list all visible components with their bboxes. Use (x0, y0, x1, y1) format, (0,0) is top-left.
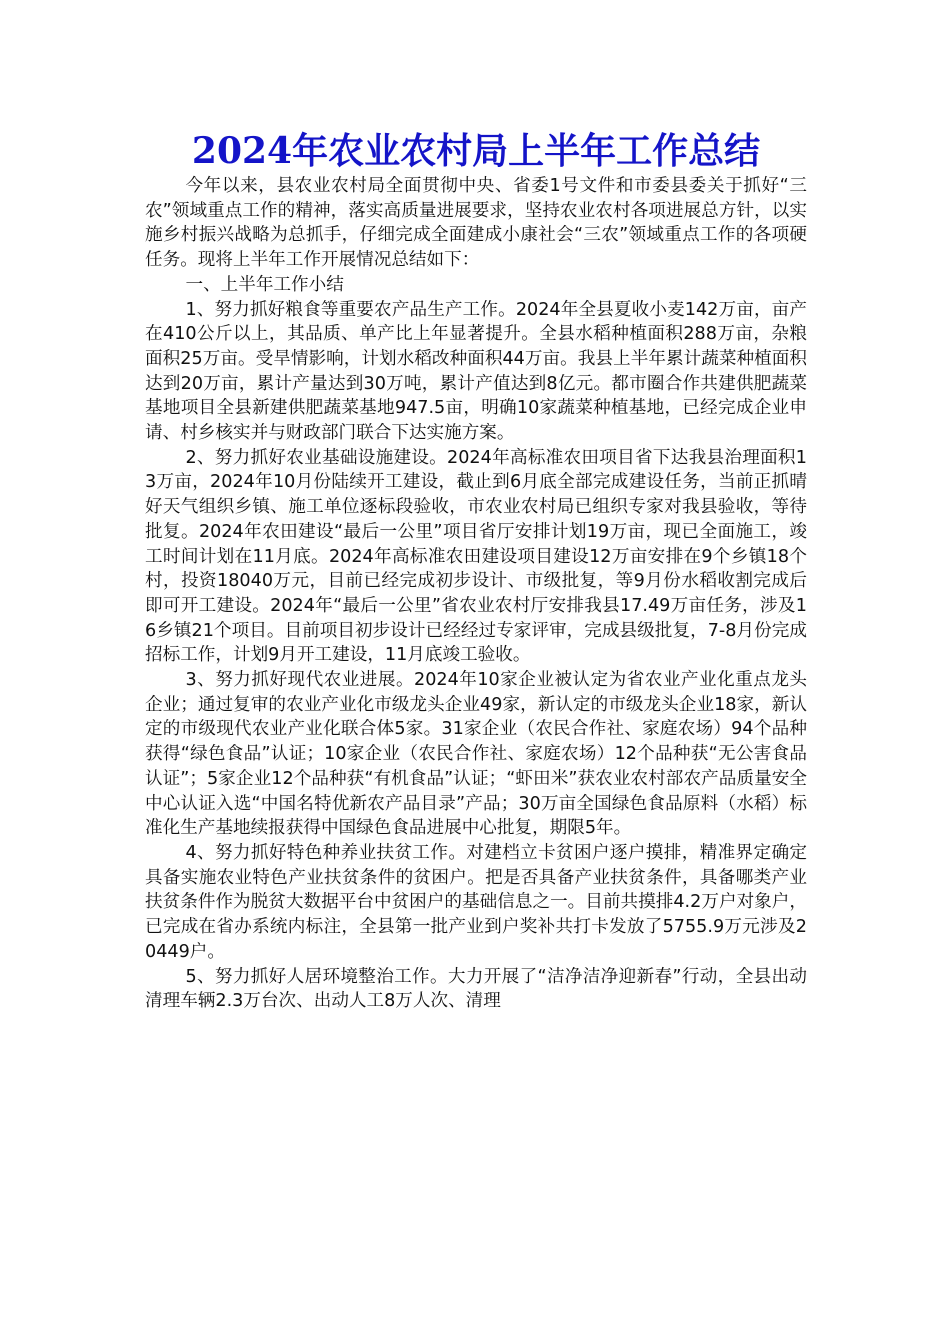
paragraph-infrastructure: 2、努力抓好农业基础设施建设。2024年高标准农田项目省下达我县治理面积13万亩，2024年10月份陆续开工建设，截止到6月底全部完成建设任务，当前正抓晴好天气组织乡镇、施工单位逐标段验收，市农业农村局已组织专家对我县验收，等待批复。2024年农田建设“最后一公里”项目省厅安排计划19万亩，现已全面施工，竣工时间计划在11月底。2024年高标准农田建设项目建设12万亩安排在9个乡镇18个村，投资18040万元，目前已经完成初步设计、市级批复，等9月份水稻收割完成后即可开工建设。2024年“最后一公里”省农业农村厅安排我县17.49万亩任务，涉及16乡镇21个项目。目前项目初步设计已经经过专家评审，完成县级批复，7-8月份完成招标工作，计划9月开工建设，11月底竣工验收。 (145, 447, 807, 666)
document-title: 2024年农业农村局上半年工作总结 (191, 130, 761, 172)
paragraph-modern-agriculture: 3、努力抓好现代农业进展。2024年10家企业被认定为省农业产业化重点龙头企业；通过复审的农业产业化市级龙头企业49家，新认定的市级龙头企业18家，新认定的市级现代农业产业化联合体5家。31家企业（农民合作社、家庭农场）94个品种获得“绿色食品”认证；10家企业（农民合作社、家庭农场）12个品种获“无公害食品认证”；5家企业12个品种获“有机食品”认证；“虾田米”获农业农村部农产品质量安全中心认证入选“中国名特优新农产品目录”产品；30万亩全国绿色食品原料（水稻）标准化生产基地续报获得中国绿色食品进展中心批复，期限5年。 (145, 670, 807, 839)
paragraph-living-environment: 5、努力抓好人居环境整治工作。大力开展了“洁净洁净迎新春”行动，全县出动清理车辆2.3万台次、出动人工8万人次、清理 (145, 966, 807, 1012)
document-body (145, 128, 807, 1014)
paragraph-poverty-alleviation: 4、努力抓好特色种养业扶贫工作。对建档立卡贫困户逐户摸排，精准界定确定具备实施农业特色产业扶贫条件的贫困户。把是否具备产业扶贫条件，具备哪类产业扶贫条件作为脱贫大数据平台中贫困户的基础信息之一。目前共摸排4.2万户对象户，已完成在省办系统内标注，全县第一批产业到户奖补共打卡发放了5755.9万元涉及20449户。 (145, 842, 807, 962)
paragraph-grain-production: 1、努力抓好粮食等重要农产品生产工作。2024年全县夏收小麦142万亩，亩产在410公斤以上，其品质、单产比上年显著提升。全县水稻种植面积288万亩，杂粮面积25万亩。受旱情影响，计划水稻改种面积44万亩。我县上半年累计蔬菜种植面积达到20万亩，累计产量达到30万吨，累计产值达到8亿元。都市圈合作共建供肥蔬菜基地项目全县新建供肥蔬菜基地947.5亩，明确10家蔬菜种植基地，已经完成企业申请、村乡核实并与财政部门联合下达实施方案。 (145, 299, 807, 444)
intro-paragraph: 今年以来，县农业农村局全面贯彻中央、省委1号文件和市委县委关于抓好“三农”领域重点工作的精神，落实高质量进展要求，坚持农业农村各项进展总方针，以实施乡村振兴战略为总抓手，仔细完成全面建成小康社会“三农”领域重点工作的各项硬任务。现将上半年工作开展情况总结如下： (145, 176, 807, 271)
section-heading: 一、上半年工作小结 (185, 274, 344, 295)
